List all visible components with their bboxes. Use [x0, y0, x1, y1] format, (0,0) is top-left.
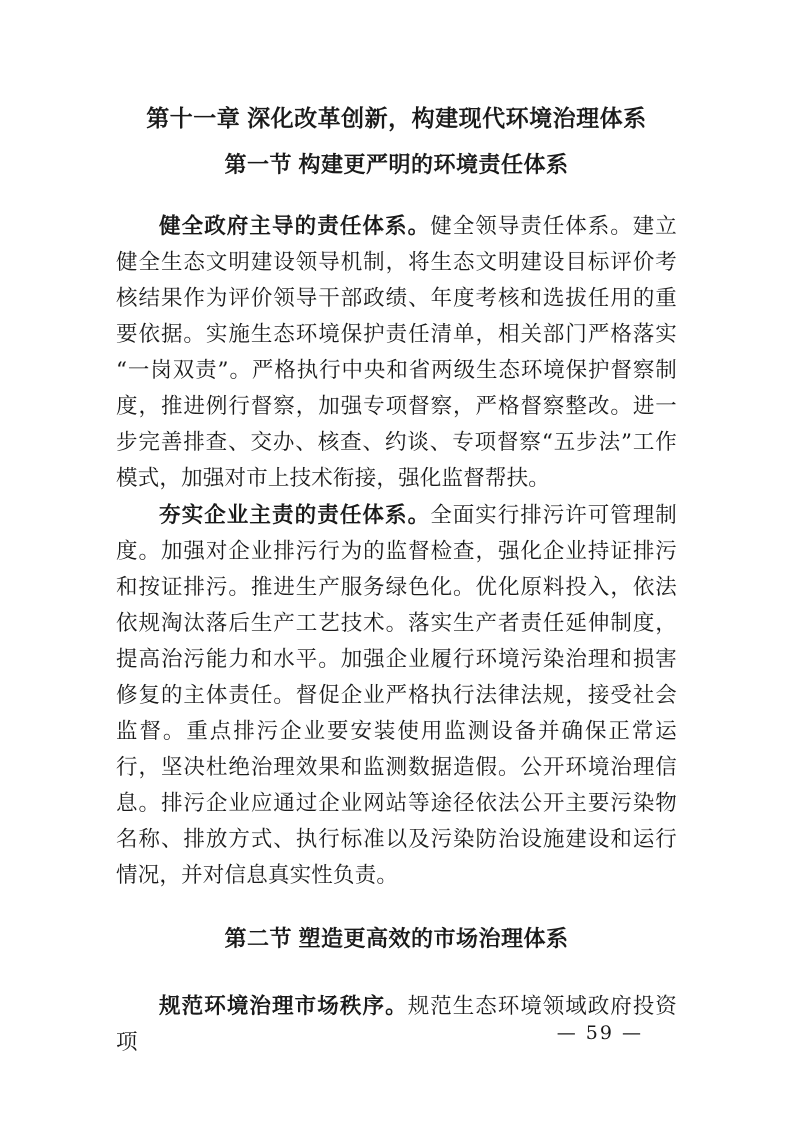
paragraph-1-text: 健全领导责任体系。建立健全生态文明建设领导机制，将生态文明建设目标评价考核结果作为评价领导干部政绩、年度考核和选拔任用的重要依据。实施生态环境保护责任清单，相关部门严格落实“一岗双责”。严格执行中央和省两级生态环境保护督察制度，推进例行督察，加强专项督察，严格督察整改。进一步完善排查、交办、核查、约谈、专项督察“五步法”工作模式，加强对市上技术衔接，强化监督帮扶。: [116, 214, 677, 491]
text-column: [116, 0, 677, 1061]
paragraph-3-lead: 规范环境治理市场秩序。: [159, 994, 408, 1018]
section-2-title: 第二节 塑造更高效的市场治理体系: [224, 926, 569, 951]
section-1-body: [116, 208, 677, 894]
chapter-title: 第十一章 深化改革创新，构建现代环境治理体系: [146, 105, 647, 131]
paragraph-enterprise-responsibility: [116, 497, 677, 894]
section-1-title: 第一节 构建更严明的环境责任体系: [224, 152, 569, 177]
paragraph-government-responsibility: [116, 208, 677, 497]
paragraph-2-text: 全面实行排污许可管理制度。加强对企业排污行为的监督检查，强化企业持证排污和按证排污。推进生产服务绿色化。优化原料投入，依法依规淘汰落后生产工艺技术。落实生产者责任延伸制度，提高治污能力和水平。加强企业履行环境污染治理和损害修复的主体责任。督促企业严格执行法律法规，接受社会监督。重点排污企业要安装使用监测设备并确保正常运行，坚决杜绝治理效果和监测数据造假。公开环境治理信息。排污企业应通过企业网站等途径依法公开主要污染物名称、排放方式、执行标准以及污染防治设施建设和运行情况，并对信息真实性负责。: [116, 503, 677, 888]
paragraph-1-lead: 健全政府主导的责任体系。: [159, 214, 431, 238]
paragraph-2-lead: 夯实企业主责的责任体系。: [159, 503, 431, 527]
paragraph-3-text: 规范生态环境领域政府投资项: [116, 994, 677, 1055]
page-number: — 59 —: [556, 1022, 643, 1044]
